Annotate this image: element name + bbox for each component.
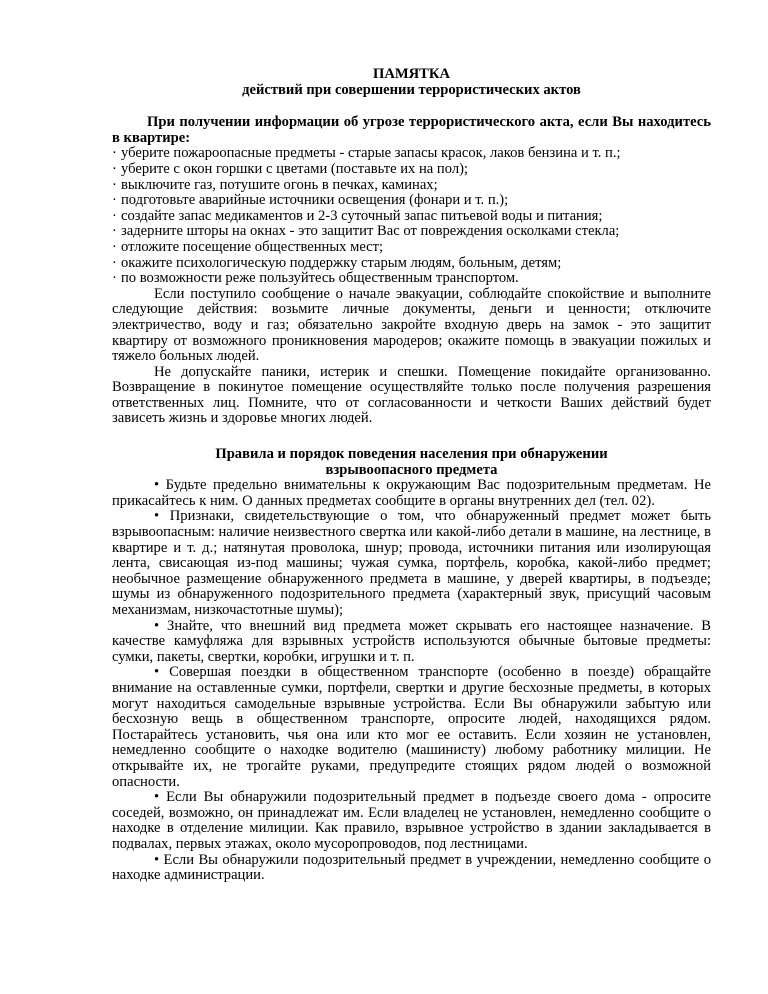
section2-heading-line2: взрывоопасного предмета <box>325 461 498 478</box>
section2-paragraph: • Совершая поездки в общественном транспорте (особенно в поезде) обращайте внимание на оставленные сумки, портфели, свертки и другие бесхозные предметы, в которых могут находиться самодельные взрывные устройства. Если Вы обнаружили забытую или бесхозную вещь в общественном транспорте, опросите людей, находящихся рядом. Постарайтесь установить, чья она или кто мог ее оставить. Если хозяин не установлен, немедленно сообщите о находке водителю (машинисту) любому работнику милиции. Не открывайте их, не трогайте руками, предупредите стоящих рядом людей о возможной опасности. <box>112 664 711 790</box>
section1-bullet-list <box>112 146 711 286</box>
list-item: · уберите пожароопасные предметы - старые запасы красок, лаков бензина и т. п.; <box>112 146 711 162</box>
section2-paragraph: • Знайте, что внешний вид предмета может скрывать его настоящее назначение. В качестве камуфляжа для взрывных устройств используются обычные бытовые предметы: сумки, пакеты, свертки, коробки, игрушки и т. п. <box>112 617 711 665</box>
list-item: · по возможности реже пользуйтесь общественным транспортом. <box>112 271 711 287</box>
document-subtitle: действий при совершении террористических актов <box>242 81 581 98</box>
section2-paragraph: • Если Вы обнаружили подозрительный предмет в подъезде своего дома - опросите соседей, возможно, он принадлежат им. Если владелец не установлен, немедленно сообщите о находке в отделение милиции. Как правило, взрывное устройство в здании закладывается в подвалах, первых этажах, около мусоропроводов, под лестницами. <box>112 789 711 852</box>
list-item: · подготовьте аварийные источники освещения (фонари и т. п.); <box>112 193 711 209</box>
section2-paragraph: • Признаки, свидетельствующие о том, что обнаруженный предмет может быть взрывоопасным: наличие неизвестного свертка или какой-либо детали в машине, на лестнице, в квартире и т. д.; натянутая проволока, шнур; провода, источники питания или изолирующая лента, свисающая из-под машины; чужая сумка, портфель, коробка, какой-либо предмет; необычное размещение обнаруженного предмета в машине, у дверей квартиры, в подъезде; шумы из обнаруженного подозрительного предмета (характерный звук, присущий часовым механизмам, низкочастотные шумы); <box>112 508 711 618</box>
section2-heading-line1: Правила и порядок поведения населения при обнаружении <box>215 446 608 463</box>
section1-paragraph: Если поступило сообщение о начале эвакуации, соблюдайте спокойствие и выполните следующие действия: возьмите личные документы, деньги и ценности; отключите электричество, воду и газ; обязательно закройте входную дверь на замок - это защитит квартиру от возможного проникновения мародеров; окажите помощь в эвакуации пожилых и тяжело больных людей. <box>112 285 711 365</box>
section1-paragraph: Не допускайте паники, истерик и спешки. Помещение покидайте организованно. Возвращение в покинутое помещение осуществляйте только после получения разрешения ответственных лиц. Помните, что от согласованности и четкости Ваших действий будет зависеть жизнь и здоровье многих людей. <box>112 363 711 427</box>
section1-heading: При получении информации об угрозе террористического акта, если Вы находитесь в квартире: <box>112 114 711 146</box>
document-body <box>112 67 711 884</box>
list-item: · выключите газ, потушите огонь в печках, каминах; <box>112 178 711 194</box>
list-item: · отложите посещение общественных мест; <box>112 240 711 256</box>
list-item: · уберите с окон горшки с цветами (поставьте их на пол); <box>112 162 711 178</box>
list-item: · окажите психологическую поддержку старым людям, больным, детям; <box>112 256 711 272</box>
section2-paragraph: • Если Вы обнаружили подозрительный предмет в учреждении, немедленно сообщите о находке администрации. <box>112 851 711 884</box>
section2-paragraph: • Будьте предельно внимательны к окружающим Вас подозрительным предметам. Не прикасайтесь к ним. О данных предметах сообщите в органы внутренних дел (тел. 02). <box>112 477 711 509</box>
list-item: · задерните шторы на окнах - это защитит Вас от повреждения осколками стекла; <box>112 224 711 240</box>
document-title: ПАМЯТКА <box>372 66 451 82</box>
list-item: · создайте запас медикаментов и 2-3 суточный запас питьевой воды и питания; <box>112 209 711 225</box>
